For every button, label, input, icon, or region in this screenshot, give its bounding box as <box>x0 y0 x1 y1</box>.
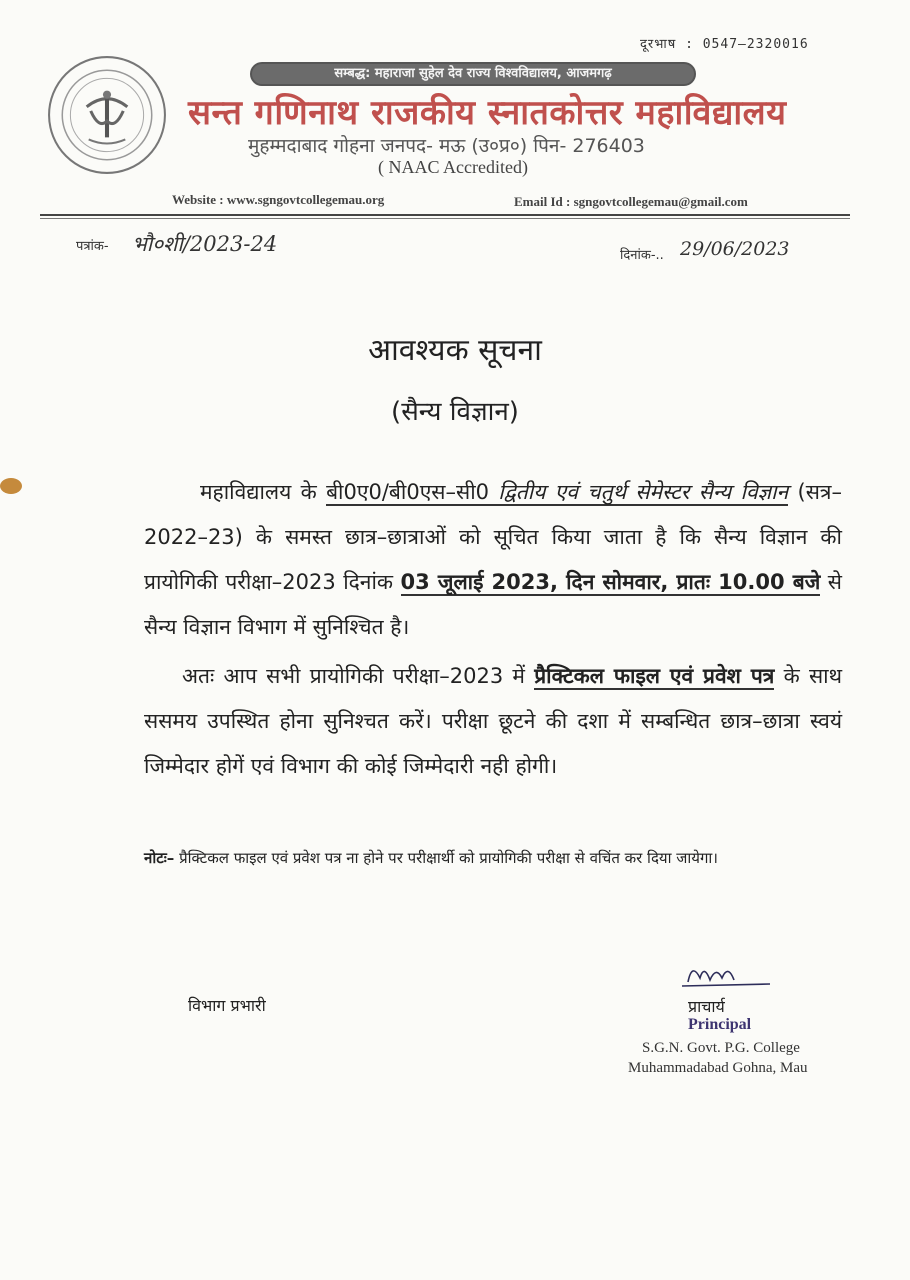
p1-course: बी0ए0/बी0एस–सी0 <box>326 480 489 504</box>
email-link[interactable]: Email Id : sgngovtcollegemau@gmail.com <box>514 194 748 209</box>
principal-location: Muhammadabad Gohna, Mau <box>628 1060 808 1076</box>
date-value: 29/06/2023 <box>680 238 790 260</box>
reference-label: पत्रांक- <box>76 239 109 254</box>
phone-number: दूरभाष : 0547–2320016 <box>640 37 809 52</box>
notice-paragraph-2 <box>144 654 842 789</box>
p1-text-a: महाविद्यालय के <box>200 480 327 504</box>
header-divider <box>40 214 850 216</box>
college-name: सन्त गणिनाथ राजकीय स्नातकोत्तर महाविद्यालय <box>188 93 787 133</box>
p1-text-b: (सत्र–2022–23) के समस्त छात्र–छात्राओं को सूचित किया जाता है कि सैन्य विज्ञान की प्रायोगिकी परीक्षा–2023 दिनांक <box>144 480 842 594</box>
website-link[interactable]: Website : www.sgngovtcollegemau.org <box>172 192 385 207</box>
p1-semester: द्वितीय एवं चतुर्थ सेमेस्टर सैन्य विज्ञान <box>489 480 789 504</box>
p1-text-c: से सैन्य विज्ञान विभाग में सुनिश्चित है। <box>144 570 842 639</box>
notice-note <box>144 848 718 868</box>
p2-required-docs: प्रैक्टिकल फाइल एवं प्रवेश पत्र <box>534 664 775 688</box>
principal-title: Principal <box>688 1016 752 1033</box>
principal-title-hindi: प्राचार्य <box>688 997 725 1016</box>
header-divider-thin <box>40 218 850 219</box>
note-label: नोटः– <box>144 849 175 867</box>
state-emblem-seal <box>46 54 168 176</box>
p1-exam-date: 03 जूलाई 2023, दिन सोमवार, प्रातः 10.00 बजे <box>400 570 821 594</box>
department-in-charge: विभाग प्रभारी <box>188 996 266 1015</box>
ink-blot <box>0 478 22 494</box>
p2-text-a: अतः आप सभी प्रायोगिकी परीक्षा–2023 में <box>182 664 535 688</box>
affiliation-banner: सम्बद्ध: महाराजा सुहेल देव राज्य विश्वविद्यालय, आजमगढ़ <box>250 62 696 86</box>
p2-text-b: के साथ ससमय उपस्थित होना सुनिश्चत करें। परीक्षा छूटने की दशा में सम्बन्धित छात्र–छात्रा स्वयं जिम्मेदार होगें एवं विभाग की कोई जिम्मेदारी नही होगी। <box>144 664 842 778</box>
notice-paragraph-1 <box>144 470 842 650</box>
college-address: मुहम्मदाबाद गोहना जनपद- मऊ (उ०प्र०) पिन- 276403 <box>248 135 645 157</box>
notice-title: आवश्यक सूचना <box>368 333 542 368</box>
naac-accreditation: ( NAAC Accredited) <box>378 157 528 177</box>
date-label: दिनांक-.. <box>620 248 664 263</box>
principal-signature <box>670 958 780 992</box>
note-text: प्रैक्टिकल फाइल एवं प्रवेश पत्र ना होने पर परीक्षार्थी को प्रायोगिकी परीक्षा से वचिंत कर दिया जायेगा। <box>174 849 718 867</box>
notice-subtitle: (सैन्य विज्ञान) <box>391 397 519 427</box>
principal-college: S.G.N. Govt. P.G. College <box>642 1040 800 1056</box>
reference-number: भौ०शी/2023-24 <box>132 232 278 256</box>
